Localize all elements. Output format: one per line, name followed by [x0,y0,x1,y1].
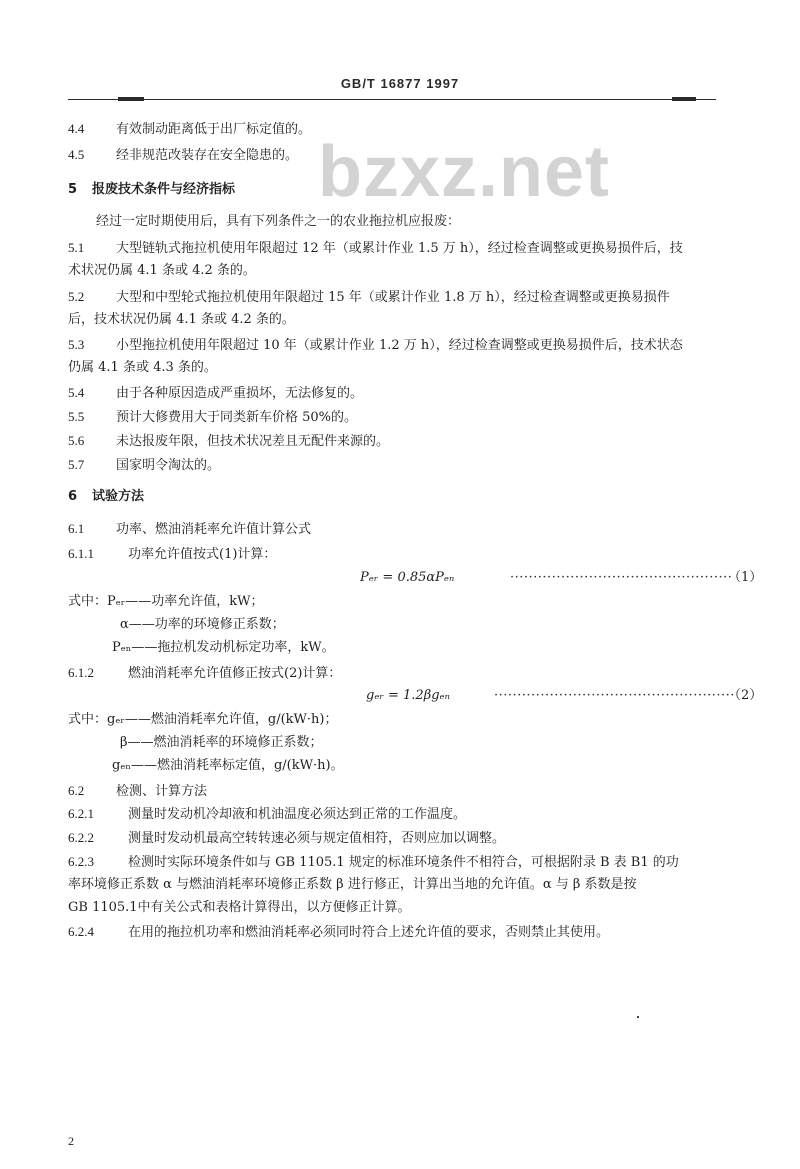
page-number: 2 [68,1134,74,1148]
section-5-intro: 经过一定时期使用后，具有下列条件之一的农业拖拉机应报废： [96,214,461,229]
clause-6-2-3-cont: 率环境修正系数 α 与燃油消耗率环境修正系数 β 进行修正，计算出当地的允许值。α 与 β 系数是按 [68,877,637,892]
definition: Pₑₙ——拖拉机发动机标定功率，kW。 [112,640,335,655]
definition: β——燃油消耗率的环境修正系数； [120,735,323,750]
clause-5-7: 5.7 国家明令淘汰的。 [68,457,221,473]
header-rule [68,99,716,100]
clause-5-6: 5.6 未达报废年限，但技术状况差且无配件来源的。 [68,433,390,449]
clause-4-4: 4.4 有效制动距离低于出厂标定值的。 [68,121,312,137]
formula-2: gₑᵣ = 1.2βgₑₙ [366,688,450,703]
running-header: GB/T 16877 1997 [340,76,460,91]
clause-5-2-cont: 后，技术状况仍属 4.1 条或 4.2 条的。 [68,312,295,327]
clause-5-5: 5.5 预计大修费用大于同类新车价格 50%的。 [68,409,358,425]
clause-6-2-2: 6.2.2 测量时发动机最高空转转速必须与规定值相符，否则应加以调整。 [68,830,506,846]
clause-5-1-cont: 术状况仍属 4.1 条或 4.2 条的。 [68,263,256,278]
clause-4-5: 4.5 经非规范改装存在安全隐患的。 [68,147,299,163]
definition: α——功率的环境修正系数； [120,617,285,632]
header-rule-mark [118,97,144,101]
clause-5-3: 5.3 小型拖拉机使用年限超过 10 年（或累计作业 1.2 万 h），经过检查调整或更换易损件后，技术状态 [68,337,683,353]
clause-6-1-1: 6.1.1 功率允许值按式(1)计算： [68,546,277,562]
clause-6-2-3: 6.2.3 检测时实际环境条件如与 GB 1105.1 规定的标准环境条件不相符合，可根据附录 B 表 B1 的功 [68,854,679,870]
clause-5-3-cont: 仍属 4.1 条或 4.3 条的。 [68,360,217,375]
watermark: bzxz.net [318,132,611,212]
header-rule-mark [672,97,696,101]
clause-5-1: 5.1 大型链轨式拖拉机使用年限超过 12 年（或累计作业 1.5 万 h），经过检查调整或更换易损件后，技 [68,240,683,256]
formula-1: Pₑᵣ = 0.85αPₑₙ [360,570,455,585]
clause-6-2: 6.2 检测、计算方法 [68,783,208,799]
formula-1-number: （1） [728,570,763,585]
formula-2-where: 式中：gₑᵣ——燃油消耗率允许值，g/(kW·h)； [68,712,338,727]
section-5-heading: 5 报废技术条件与经济指标 [68,182,236,197]
definition: gₑₙ——燃油消耗率标定值，g/(kW·h)。 [112,758,344,773]
definition: gₑᵣ——燃油消耗率允许值，g/(kW·h)； [107,712,338,727]
formula-1-where: 式中：Pₑᵣ——功率允许值，kW； [68,594,264,609]
formula-2-leader: ···················································· [494,688,735,703]
clause-5-2: 5.2 大型和中型轮式拖拉机使用年限超过 15 年（或累计作业 1.8 万 h），经过检查调整或更换易损件 [68,289,670,305]
definition: Pₑᵣ——功率允许值，kW； [107,594,264,609]
clause-6-1: 6.1 功率、燃油消耗率允许值计算公式 [68,521,312,537]
clause-5-4: 5.4 由于各种原因造成严重损坏，无法修复的。 [68,385,364,401]
clause-6-1-2: 6.1.2 燃油消耗率允许值修正按式(2)计算： [68,665,342,681]
formula-2-number: （2） [728,688,763,703]
speck [637,1016,639,1018]
clause-6-2-1: 6.2.1 测量时发动机冷却液和机油温度必须达到正常的工作温度。 [68,806,467,822]
section-6-heading: 6 试验方法 [68,489,145,504]
formula-1-leader: ················································ [510,570,733,585]
clause-6-2-4: 6.2.4 在用的拖拉机功率和燃油消耗率必须同时符合上述允许值的要求，否则禁止其使用。 [68,924,610,940]
clause-6-2-3-cont: GB 1105.1中有关公式和表格计算得出，以方便修正计算。 [68,900,411,915]
